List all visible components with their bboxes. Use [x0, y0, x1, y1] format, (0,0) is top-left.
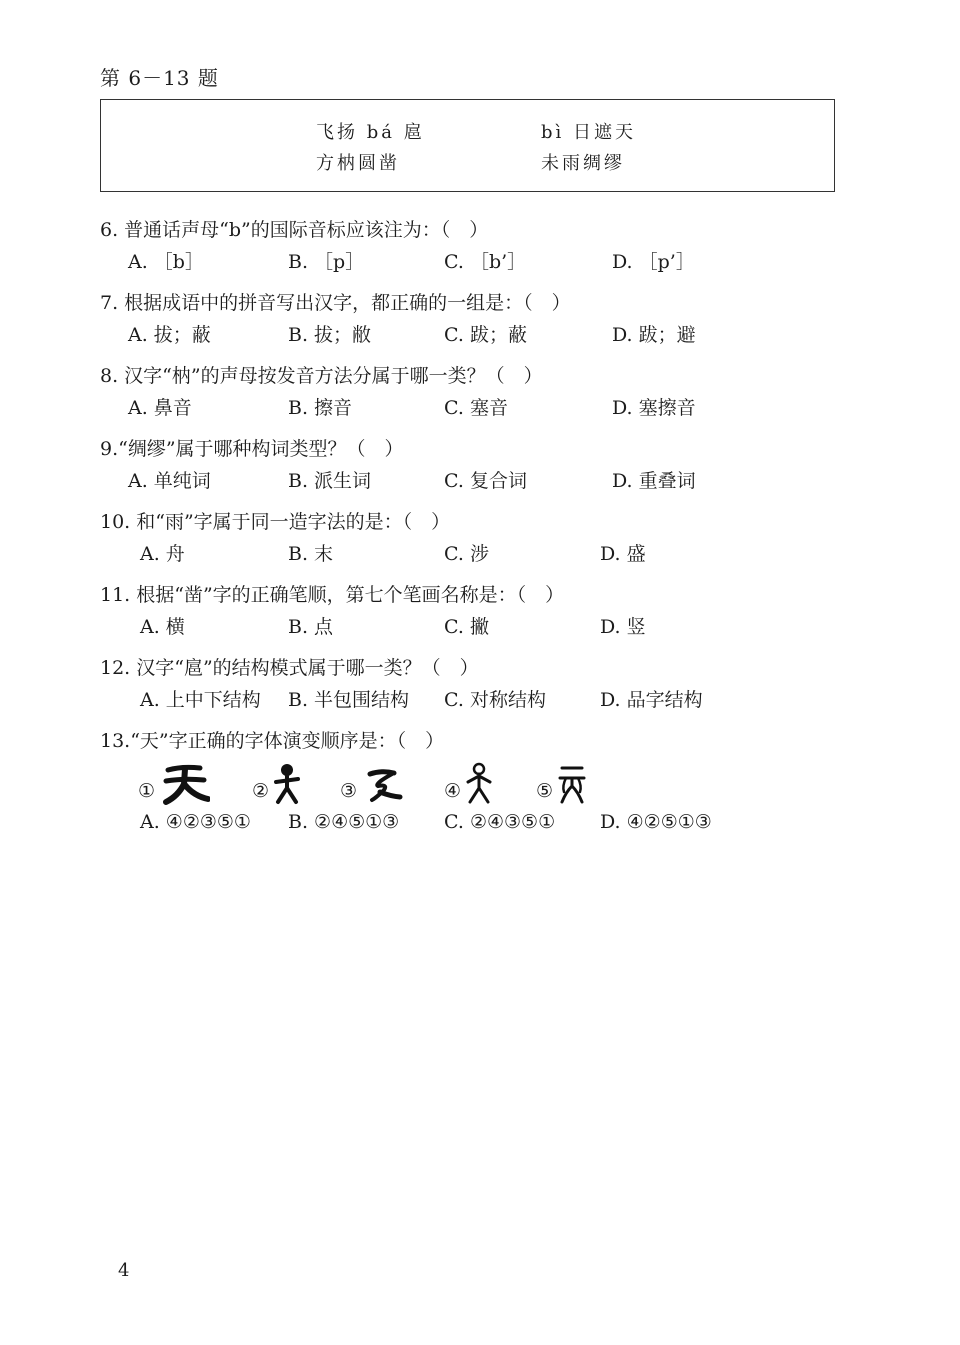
q9-option-b: B. 派生词	[288, 470, 372, 492]
idiom-2: bì 日遮天	[541, 122, 637, 143]
question-8: 8. 汉字“枘”的声母按发音方法分属于哪一类？（ ）	[100, 365, 543, 387]
q12-option-d: D. 品字结构	[600, 689, 703, 711]
q11-option-a: A. 横	[140, 616, 185, 638]
q6-option-b: B. ［p］	[288, 251, 365, 273]
q10-option-d: D. 盛	[600, 543, 646, 565]
q12-option-c: C. 对称结构	[444, 689, 546, 711]
idiom-4: 未雨绸缪	[541, 153, 625, 174]
section-title: 第 6－13 题	[100, 66, 219, 90]
glyph-label-4: ④	[444, 780, 462, 802]
question-6: 6. 普通话声母“b”的国际音标应该注为：（ ）	[100, 219, 489, 241]
question-12: 12. 汉字“扈”的结构模式属于哪一类？（ ）	[100, 657, 479, 679]
q8-option-d: D. 塞擦音	[612, 397, 696, 419]
q12-option-a: A. 上中下结构	[140, 689, 261, 711]
q10-option-c: C. 涉	[444, 543, 489, 565]
q7-option-a: A. 拔；蔽	[128, 324, 211, 346]
glyph-label-5: ⑤	[536, 780, 554, 802]
q7-option-d: D. 跋；避	[612, 324, 696, 346]
question-7: 7. 根据成语中的拼音写出汉字，都正确的一组是：（ ）	[100, 292, 571, 314]
q6-option-c: C. ［b’］	[444, 251, 527, 273]
q7-option-b: B. 拔；敝	[288, 324, 372, 346]
tian-bronze-icon	[464, 762, 494, 806]
q12-option-b: B. 半包围结构	[288, 689, 410, 711]
q13-option-c: C. ②④③⑤①	[444, 811, 556, 833]
glyph-label-2: ②	[252, 780, 270, 802]
page-number: 4	[118, 1260, 130, 1281]
idiom-1: 飞扬 bá 扈	[316, 122, 425, 143]
q7-option-c: C. 跋；蔽	[444, 324, 527, 346]
q11-option-d: D. 竖	[600, 616, 646, 638]
q8-option-c: C. 塞音	[444, 397, 508, 419]
q13-option-a: A. ④②③⑤①	[140, 811, 251, 833]
glyph-label-3: ③	[340, 780, 358, 802]
question-13: 13.“天”字正确的字体演变顺序是：（ ）	[100, 730, 445, 752]
q10-option-a: A. 舟	[140, 543, 185, 565]
question-10: 10. 和“雨”字属于同一造字法的是：（ ）	[100, 511, 451, 533]
q10-option-b: B. 末	[288, 543, 334, 565]
idiom-box	[100, 99, 835, 192]
q9-option-c: C. 复合词	[444, 470, 527, 492]
tian-oracle-bone-icon	[272, 762, 302, 806]
question-9: 9.“绸缪”属于哪种构词类型？（ ）	[100, 438, 404, 460]
q9-option-d: D. 重叠词	[612, 470, 696, 492]
glyph-label-1: ①	[138, 780, 156, 802]
tian-clerical-script-icon	[160, 762, 210, 806]
question-11: 11. 根据“凿”字的正确笔顺，第七个笔画名称是：（ ）	[100, 584, 565, 606]
q13-option-d: D. ④②⑤①③	[600, 811, 712, 833]
q6-option-a: A. ［b］	[128, 251, 204, 273]
q9-option-a: A. 单纯词	[128, 470, 211, 492]
idiom-3: 方枘圆凿	[316, 153, 400, 174]
tian-seal-script-icon	[556, 762, 588, 806]
q11-option-c: C. 撇	[444, 616, 489, 638]
q13-option-b: B. ②④⑤①③	[288, 811, 400, 833]
q8-option-b: B. 擦音	[288, 397, 353, 419]
q8-option-a: A. 鼻音	[128, 397, 192, 419]
tian-cursive-icon	[364, 762, 404, 806]
q11-option-b: B. 点	[288, 616, 334, 638]
q6-option-d: D. ［p’］	[612, 251, 695, 273]
